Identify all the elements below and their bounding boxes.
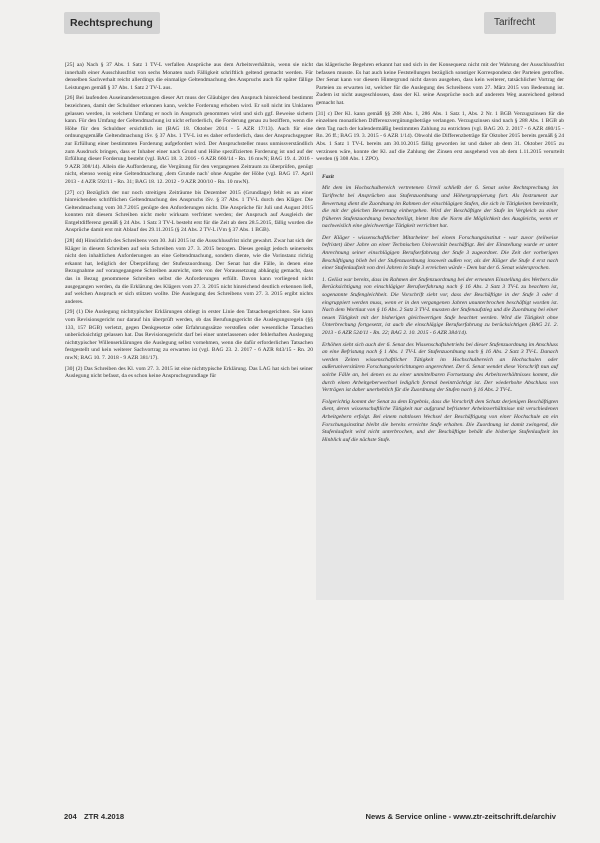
journal-issue: ZTR 4.2018 [84,812,125,821]
page-footer [64,810,556,824]
paragraph: [27] cc) Bezüglich der nur noch streitigen Zeiträume bis Dezember 2015 (Grundlage) fehlt es an einer hinreichenden schriftlichen Geltendmachung des Anspruchs iSv. § 37 Abs. 1 TV-L durch den Kläger. Die Geltendmachung vom 30.7.2015 genügte den Anforderungen nicht. Die Ansprüche für Juli und August 2015 konnten mit diesem Schreiben nicht mehr wirksam verfristet werden; der Anspruch auf Ausgleich der Entgeltdifferenz gemäß § 24 Abs. 1 Satz 3 TV-L besteht erst für die Zeit ab dem 28.5.2015, fällig wurden die Ansprüche damit erst mit Ablauf des 29.11.2015 (§ 24 Abs. 2 TV-L iVm § 37 Abs. 1 BGB). [65,189,313,234]
left-column [65,62,313,384]
paragraph: [28] dd) Hinsichtlich des Schreibens vom 30. Juli 2015 ist die Ausschlussfrist nicht gewahrt. Zwar hat sich der Kläger in diesem Schreiben auf sein Schreiben vom 27. 3. 2015 bezogen. Dieses genügt jedoch seinerseits nicht den inhaltlichen Anforderungen an eine Geltendmachung, sondern diente, wie die Vorinstanz richtig erkannt hat, lediglich der Überprüfung der Stufenzuordnung. Der Senat hat die Fälle, in denen eine Bezugnahme auf vorangegangene Schreiben ausreicht, stets von der Voraussetzung abhängig gemacht, dass das in Bezug genommene Schreiben selbst die Anforderungen erfüllt. Davon kann vorliegend nicht ausgegangen werden, da die Erklärung des Klägers vom 27. 3. 2015 nicht hinreichend deutlich erkennen ließ, auf welchen Anspruch er sich stützen wollte. Die Auslegung des Schreibens vom 27. 3. 2015 ergibt nichts anderes. [65,238,313,305]
fazit-paragraph: Folgerichtig kommt der Senat zu dem Ergebnis, dass die Vorschrift dem Schutz derjenigen Beschäftigten dient, deren wissenschaftliche Tätigkeit nur aufgrund befristeter Arbeitsverhältnisse mit verschiedenen Arbeitgebern erfolgt. Bei einem nahtlosen Wechsel der Beschäftigung von einer Hochschule an ein Forschungsinstitut bleibt die bereits erreichte Stufe erhalten. Die Zuordnung ist damit zwingend, die Stufenlaufzeit wird nicht unterbrochen, und der Beschäftigte behält die bisherige Stufenlaufzeit im Hinblick auf die nächste Stufe. [322,398,558,443]
service-link[interactable]: News & Service online - www.ztr-zeitschrift.de/archiv [365,812,556,821]
category-header: Tarifrecht [484,12,556,34]
fazit-paragraph: Der Kläger - wissenschaftlicher Mitarbeiter bei einem Forschungsinstitut - war zuvor (teilweise befristet) über Jahre an einer Technischen Universität beschäftigt. Bei der Einstellung wurde er unter Anrechnung seiner einschlägigen Berufserfahrung der Stufe 3 zugeordnet. Die Zeit der vorherigen Beschäftigung blieb bei der Stufenzuordnung insoweit außen vor, als der Kläger die Stufe 4 erst nach einer Stufenlaufzeit von drei Jahren in Stufe 3 erreichen würde - Dem hat der 6. Senat widersprochen. [322,234,558,272]
fazit-box [316,168,564,600]
fazit-heading: Fazit [322,173,334,180]
paragraph: [25] aa) Nach § 37 Abs. 1 Satz 1 TV-L verfallen Ansprüche aus dem Arbeitsverhältnis, wenn sie nicht innerhalb einer Ausschlussfrist von sechs Monaten nach Fälligkeit schriftlich geltend gemacht werden. Für denselben Sachverhalt reicht allerdings die einmalige Geltendmachung des Anspruchs auch für später fällige Leistungen gemäß § 37 Abs. 1 Satz 2 TV-L aus. [65,62,313,91]
paragraph: das klägerische Begehren erkannt hat und sich in der Konsequenz nicht mit der Wahrung der Ausschlussfrist befassen musste. Es hat auch keine Feststellungen bezüglich sonstiger Korrespondenz der Parteien getroffen. Der Senat kann vor diesem Hintergrund nicht davon ausgehen, dass kein weiterer, tatsächlicher Vortrag der Parteien zu erwarten ist, welcher für die Auslegung des Schreibens vom 27. März 2015 von Bedeutung ist. Zudem ist nicht ausgeschlossen, dass der Kl. seine Ansprüche noch auf anderem Weg ausreichend geltend gemacht hat. [316,62,564,106]
fazit-paragraph: 1. Gelöst war bereits, dass im Rahmen der Stufenzuordnung bei der erneuten Einstellung des Werbers die Berücksichtigung von einschlägiger Berufserfahrung nach § 16 Abs. 2 Satz 3 TV-L zu beachten ist, sogenannte Stufengleichheit. Die Vorschrift sieht vor, dass der Beschäftigte in der Stufe 3 oder 4 eingruppiert werden muss, wenn er in den vergangenen Jahren ununterbrochen beschäftigt worden ist. Nach dem Wortlaut von § 16 Abs. 2 Satz 3 TV-L mussten der Stufenaufstieg und die Zuordnung bei einer neuen Tätigkeit mit der bisherigen gleichwertigen Stufe beachtet werden. Wird die Tätigkeit ohne Unterbrechung fortgesetzt, ist auch die einschlägige Berufserfahrung zu berücksichtigen (BAG 21. 2. 2013 - 6 AZR 524/11 - Rn. 22; BAG 2. 10. 2015 - 6 AZR 384/14). [322,276,558,336]
section-header: Rechtsprechung [64,12,160,34]
fazit-paragraph: Mit dem im Hochschulbereich vertretenen Urteil schließt der 6. Senat seine Rechtsprechung im Tarifrecht bei Ansprüchen aus Stufenzuordnung und Höhergruppierung fort. Als Instrument zur Bewertung dient die Zuordnung im Rahmen der einschlägigen Stufen, die sich in Tätigkeiten bereitstellt, die mit der gleichen Bewertung einhergehen. Wird der Beschäftigte der Stufe im Vergleich zu einer früheren Stufenzuordnung benachteiligt, bietet ihm die Norm die Möglichkeit des Ausgleichs, wenn er nachweislich eine gleichwertige Tätigkeit verrichtet hat. [322,185,558,230]
page-number: 204 [64,812,77,821]
paragraph: [31] c) Der Kl. kann gemäß §§ 288 Abs. 1, 286 Abs. 1 Satz 1, Abs. 2 Nr. 1 BGB Verzugszinsen für die einzelnen monatlichen Differenzvergütungsbeträge verlangen. Verzugszinsen sind nach § 288 Abs. 1 BGB ab dem Tag nach der kalendermäßig bestimmten Zahlung zu entrichten (vgl. BAG 20. 2. 2017 - 6 AZR 480/15 - Rn. 26 ff.; BAG 19. 3. 2015 - 6 AZR 1/14). Obwohl die Differenzbeträge für Oktober 2015 bereits gemäß § 24 Abs. 1 Satz 1 TV-L bereits am 30.10.2015 fällig geworden ist und daher ab dem 31. Oktober 2015 zu verzinsen wäre, konnte der Kl. auf die Zahlung der Zinsen erst ausgehend von ab dem 1.11.2015 verurteilt werden (§ 308 Abs. 1 ZPO). [316,110,564,163]
right-column [316,62,564,600]
fazit-paragraph: Erhöhen sieht sich auch der 6. Senat des Wissenschaftsbetriebs bei dieser Stufenzuordnung im Anschluss an eine Befristung nach § 1 Abs. 1 TV-L der Stufenzuordnung nach § 16 Abs. 2 Satz 3 TV-L. Danach werden Zeiten wissenschaftlicher Tätigkeit im Hochschulbereich an Hochschulen oder außeruniversitären Forschungseinrichtungen angerechnet. Der 6. Senat wendet diese Vorschrift nun auf solche Fälle an, bei denen es zu einer unmittelbaren Fortsetzung des Arbeitsverhältnisses kommt, die durch einen Arbeitgeberwechsel lediglich formal beeinträchtigt ist. Der wiederholte Abschluss von Verträgen ist daher unerheblich für die Zuordnung der Stufen nach § 16 Abs. 2 TV-L. [322,341,558,394]
paragraph: [29] (1) Die Auslegung nichttypischer Erklärungen obliegt in erster Linie den Tatsachengerichten. Sie kann vom Revisionsgericht nur darauf hin überprüft werden, ob das Berufungsgericht die Auslegungsregeln (§§ 133, 157 BGB) verletzt, gegen Denkgesetze oder Erfahrungssätze verstoßen oder wesentliche Tatsachen unberücksichtigt gelassen hat. Das Revisionsgericht darf bei einer unterlassenen oder fehlerhaften Auslegung nichttypischer Willenserklärungen die Auslegung selbst vornehmen, wenn die dafür erforderlichen Tatsachen festgestellt und kein weiterer Sachvortrag zu erwarten ist (vgl. BAG 23. 2. 2017 - 6 AZR 843/15 - Rn. 20 mwN; BAG 10. 7. 2018 - 9 AZR 381/17). [65,309,313,361]
paragraph: [30] (2) Das Schreiben des Kl. vom 27. 3. 2015 ist eine nichttypische Erklärung. Das LAG hat sich bei seiner Auslegung nicht befasst, da es schon keine Anspruchsgrundlage für [65,365,313,380]
paragraph: [26] Bei laufenden Auseinandersetzungen dieser Art muss der Gläubiger den Anspruch hinreichend bestimmt bezeichnen, damit der Schuldner erkennen kann, welche Forderung erhoben wird. Er soll nicht im Unklaren gelassen werden, in welchem Umfang er noch in Anspruch genommen wird und sich ggf. Beweise sichern kann. Für den Umfang der Geltendmachung ist nicht erforderlich, die Forderung genau zu beziffern, wenn die Höhe für den Schuldner ersichtlich ist (BAG 18. Oktober 2014 - 5 AZR 17/13). Auch für eine ordnungsgemäße Geltendmachung iSv. § 37 Abs. 1 TV-L ist es daher erforderlich, dass der Anspruchsgegner zur Erfüllung einer bestimmten Forderung aufgefordert wird. Der Anspruchsteller muss unmissverständlich zum Ausdruck bringen, dass er Inhaber einer nach Grund und Höhe spezifizierten Forderung ist und auf der Erfüllung dieser Forderung besteht (vgl. BAG 18. 3. 2016 - 6 AZR 660/14 - Rn. 16 mwN; BAG 19. 4. 2016 - 9 AZR 308/14). Allein die Aufforderung, die Vergütung für den vergangenen Zeitraum zu überprüfen, genügt nicht, ebenso wenig eine Geltendmachung ‚dem Grunde nach' ohne Angabe der Höhe (vgl. BAG 17. April 2013 - 4 AZR 592/11 - Rn. 31; BAG 18. 12. 2012 - 9 AZR 200/10 - Rn. 10 mwN). [65,95,313,185]
